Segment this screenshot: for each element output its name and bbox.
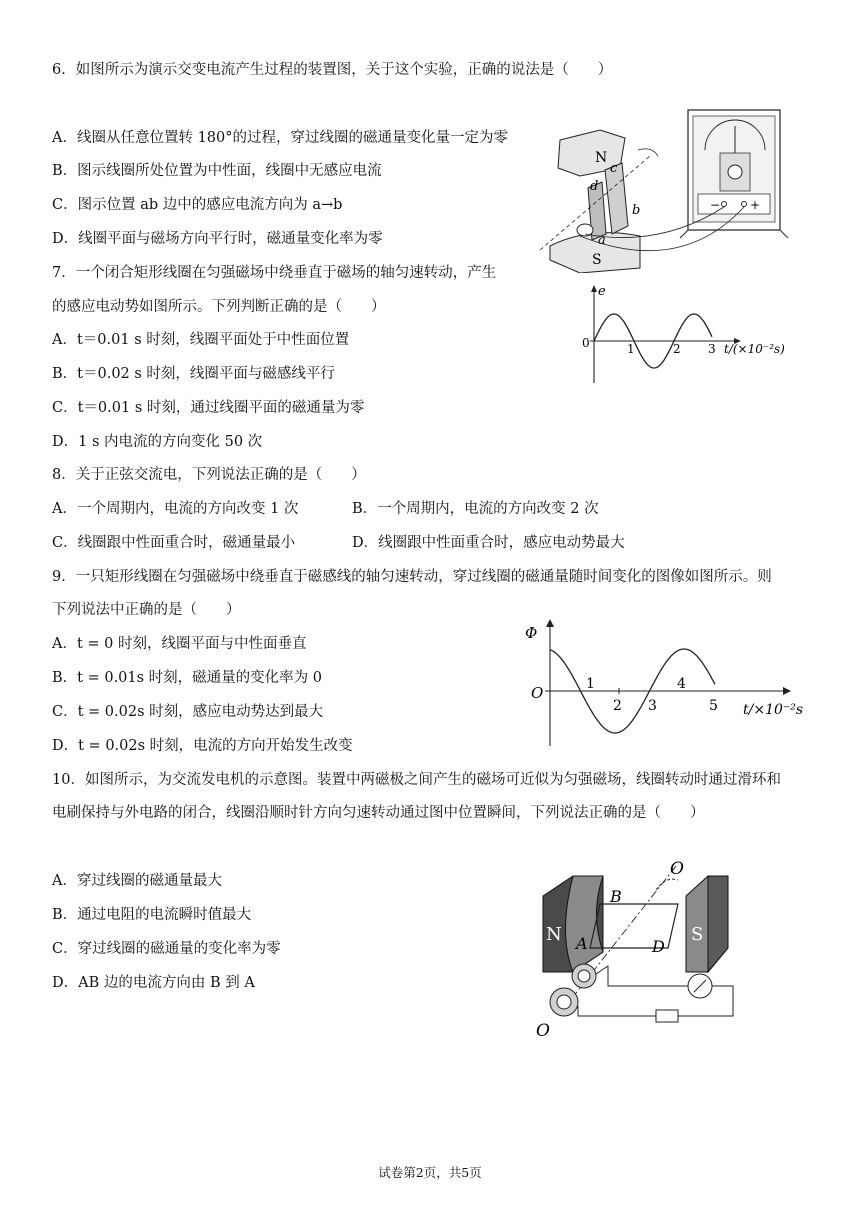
coil-label-d: D xyxy=(652,937,665,956)
coil-label-b: B xyxy=(610,887,622,906)
q10-option-d: D．AB 边的电流方向由 B 到 A xyxy=(52,975,255,991)
q7-emf-graph xyxy=(572,283,812,388)
south-pole xyxy=(686,876,728,972)
q8-stem: 8．关于正弦交流电，下列说法正确的是（ ） xyxy=(52,467,366,483)
q10-option-b: B．通过电阻的电流瞬时值最大 xyxy=(52,907,252,923)
galvanometer-plus-label: + xyxy=(750,198,761,212)
flux-tick-1: 1 xyxy=(586,676,595,692)
q6-apparatus-figure xyxy=(540,108,790,273)
q8-option-a: A．一个周期内，电流的方向改变 1 次 xyxy=(52,501,299,517)
north-pole xyxy=(543,876,603,972)
external-circuit xyxy=(578,966,733,1022)
coil-label-a: A xyxy=(576,934,588,953)
flux-origin-label: O xyxy=(531,684,544,702)
flux-x-label: t/×10⁻²s xyxy=(743,702,804,718)
q6-option-b: B．图示线圈所处位置为中性面，线圈中无感应电流 xyxy=(52,163,382,179)
q7-option-b: B．t＝0.02 s 时刻，线圈平面与磁感线平行 xyxy=(52,366,335,382)
q6-option-a: A．线圈从任意位置转 180°的过程，穿过线圈的磁通量变化量一定为零 xyxy=(52,130,509,146)
emf-x-label: t/(×10⁻²s) xyxy=(724,342,785,356)
coil-label-b: b xyxy=(632,203,641,218)
q10-option-c: C．穿过线圈的磁通量的变化率为零 xyxy=(52,941,281,957)
q10-stem-line1: 10．如图所示，为交流发电机的示意图。装置中两磁极之间产生的磁场可近似为匀强磁场，线圈转动时通过滑环和 xyxy=(52,772,781,788)
q9-option-c: C．t = 0.02s 时刻，感应电动势达到最大 xyxy=(52,704,324,720)
emf-tick-2: 2 xyxy=(673,342,681,356)
axis-label-o-bottom: O xyxy=(536,1021,550,1041)
flux-tick-3: 3 xyxy=(648,698,657,714)
q9-flux-graph xyxy=(525,616,815,750)
q9-option-a: A．t = 0 时刻，线圈平面与中性面垂直 xyxy=(52,636,307,652)
q9-option-b: B．t = 0.01s 时刻，磁通量的变化率为 0 xyxy=(52,670,323,686)
q7-stem-line2: 的感应电动势如图所示。下列判断正确的是（ ） xyxy=(52,299,386,315)
q10-generator-figure xyxy=(528,856,818,1042)
coil-label-c: c xyxy=(610,161,618,176)
q10-stem-line2: 电刷保持与外电路的闭合，线圈沿顺时针方向匀速转动通过图中位置瞬间，下列说法正确的是（ ） xyxy=(52,805,705,821)
flux-tick-5: 5 xyxy=(709,698,718,714)
q7-stem-line1: 7．一个闭合矩形线圈在匀强磁场中绕垂直于磁场的轴匀速转动，产生 xyxy=(52,265,497,281)
emf-tick-3: 3 xyxy=(708,342,716,356)
flux-tick-4: 4 xyxy=(677,676,686,692)
emf-origin-label: 0 xyxy=(582,336,590,350)
q8-option-c: C．线圈跟中性面重合时，磁通量最小 xyxy=(52,535,296,551)
q7-option-a: A．t＝0.01 s 时刻，线圈平面处于中性面位置 xyxy=(52,332,350,348)
emf-y-label: e xyxy=(598,284,606,299)
flux-y-label: Φ xyxy=(525,624,538,642)
flux-tick-2: 2 xyxy=(613,698,622,714)
south-pole-label: S xyxy=(691,924,704,945)
q10-option-a: A．穿过线圈的磁通量最大 xyxy=(52,873,222,889)
q6-stem: 6．如图所示为演示交变电流产生过程的装置图，关于这个实验，正确的说法是（ ） xyxy=(52,62,613,78)
q8-option-b: B．一个周期内，电流的方向改变 2 次 xyxy=(352,501,599,517)
q9-option-d: D．t = 0.02s 时刻，电流的方向开始发生改变 xyxy=(52,738,353,754)
magnet-north-label: N xyxy=(595,150,608,166)
emf-tick-1: 1 xyxy=(627,342,635,356)
galvanometer-minus-label: − xyxy=(710,198,721,212)
q9-stem-line2: 下列说法中正确的是（ ） xyxy=(52,602,241,618)
q8-option-d: D．线圈跟中性面重合时，感应电动势最大 xyxy=(352,535,625,551)
coil-label-d: d xyxy=(590,179,599,194)
axis-label-o-top: O xyxy=(670,859,684,879)
north-pole-label: N xyxy=(546,924,562,945)
page-footer: 试卷第2页，共5页 xyxy=(378,1165,482,1180)
coil-label-a: a xyxy=(598,233,606,248)
galvanometer xyxy=(680,110,788,238)
q7-option-c: C．t＝0.01 s 时刻，通过线圈平面的磁通量为零 xyxy=(52,400,365,416)
q6-option-d: D．线圈平面与磁场方向平行时，磁通量变化率为零 xyxy=(52,231,383,247)
q7-option-d: D．1 s 内电流的方向变化 50 次 xyxy=(52,434,263,450)
q6-option-c: C．图示位置 ab 边中的感应电流方向为 a→b xyxy=(52,197,343,213)
magnet-south-label: S xyxy=(592,252,602,268)
q9-stem-line1: 9．一只矩形线圈在匀强磁场中绕垂直于磁感线的轴匀速转动，穿过线圈的磁通量随时间变化的图像如图所示。则 xyxy=(52,569,772,585)
